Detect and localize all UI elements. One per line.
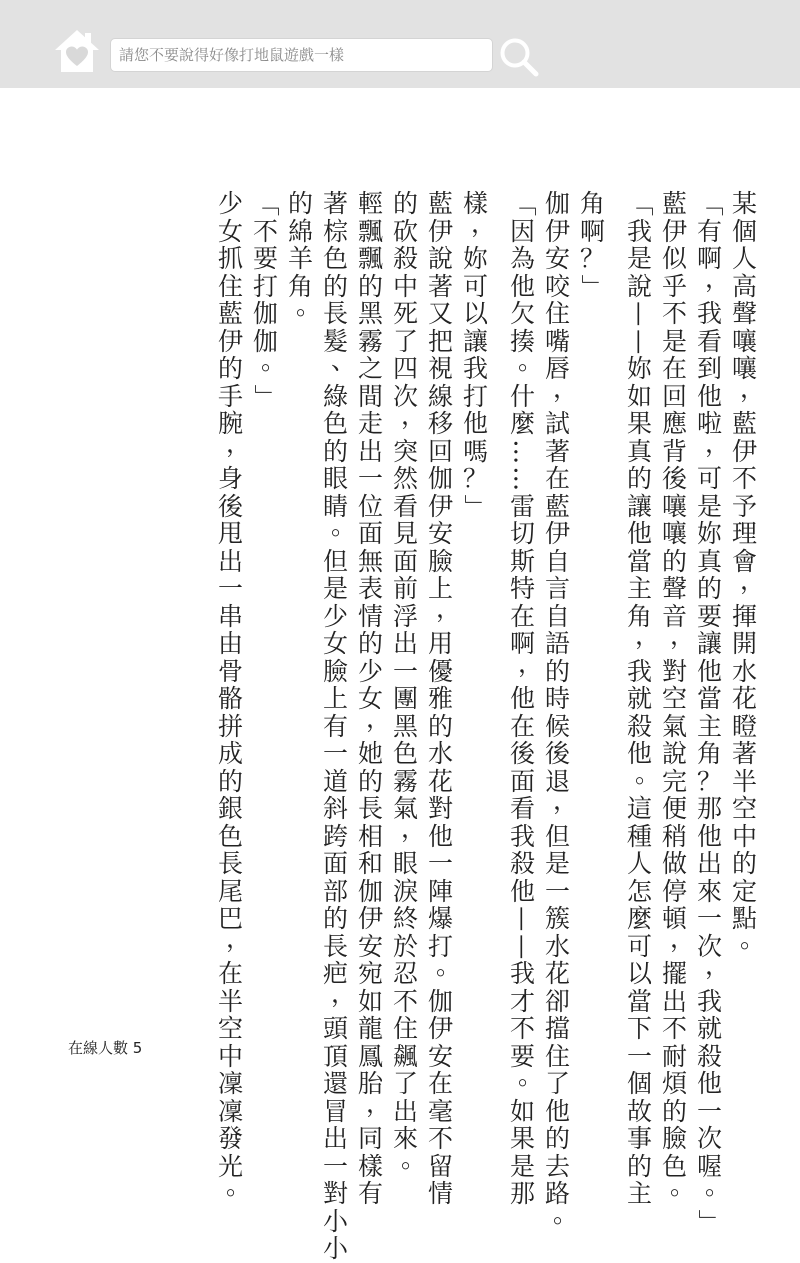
magnifier-icon[interactable]	[498, 36, 540, 78]
text-column: 藍 伊 說 著 又 把 視 線 移 回 伽 伊 安 臉 上 ， 用 優 雅 的 水 花 對 他 一 陣 爆 打 。 伽 伊 安 在 毫 不 留 情	[427, 189, 461, 1208]
text-column: 著 棕 色 的 長 髮 、 綠 色 的 眼 睛 。 但 是 少 女 臉 上 有 一 道 斜 跨 面 部 的 長 疤 ， 頭 頂 還 冒 出 一 對 小 小	[322, 189, 356, 1263]
column-gap	[610, 190, 622, 990]
text-column: 角 啊 ？ 」	[578, 189, 608, 299]
text-column: 「 有 啊 ， 我 看 到 他 啦 ， 可 是 妳 真 的 要 讓 他 當 主 角 ？ 那 他 出 來 一 次 ， 我 就 殺 他 一 次 喔 。 」	[695, 191, 730, 1234]
text-column: 伽 伊 安 咬 住 嘴 唇 ， 試 著 在 藍 伊 自 言 自 語 的 時 候 後 退 ， 但 是 一 簇 水 花 卻 擋 住 了 他 的 去 路 。	[544, 189, 578, 1228]
column-gap	[493, 190, 505, 990]
text-column: 藍 伊 似 乎 不 是 在 回 應 背 後 嚷 嚷 的 聲 音 ， 對 空 氣 說 完 便 稍 做 停 頓 ， 擺 出 不 耐 煩 的 臉 色 。	[661, 189, 695, 1200]
text-column: 輕 飄 飄 的 黑 霧 之 間 走 出 一 位 面 無 表 情 的 少 女 ， 她 的 長 相 和 伽 伊 安 宛 如 龍 鳳 胎 ， 同 樣 有	[357, 189, 391, 1208]
text-column: 的 綿 羊 角 。	[287, 189, 321, 320]
search-input[interactable]: 請您不要說得好像打地鼠遊戲一樣	[110, 38, 493, 72]
online-count: 在線人數 5	[68, 1039, 143, 1057]
text-column: 的 砍 殺 中 死 了 四 次 ， 突 然 看 見 面 前 浮 出 一 團 黑 色 霧 氣 ， 眼 淚 終 於 忍 不 住 飆 了 出 來 。	[392, 189, 426, 1173]
vertical-text-body	[213, 189, 765, 1263]
text-column: 「 因 為 他 欠 揍 。 什 麼 … … 雷 切 斯 特 在 啊 ， 他 在 後 面 看 我 殺 他 — — 我 才 不 要 。 如 果 是 那	[508, 191, 543, 1208]
text-column: 某 個 人 高 聲 嚷 嚷 ， 藍 伊 不 予 理 會 ， 揮 開 水 花 瞪 著 半 空 中 的 定 點 。	[731, 189, 765, 953]
home-heart-icon[interactable]	[52, 26, 102, 76]
text-column: 樣 ， 妳 可 以 讓 我 打 他 嗎 ？ 」	[461, 189, 496, 519]
text-column: 「 不 要 打 伽 伽 。 」	[251, 191, 286, 409]
top-bar	[0, 0, 800, 88]
text-column: 「 我 是 說 — — 妳 如 果 真 的 讓 他 當 主 角 ， 我 就 殺 他 。 這 種 人 怎 麼 可 以 當 下 一 個 故 事 的 主	[625, 191, 660, 1208]
text-column: 少 女 抓 住 藍 伊 的 手 腕 ， 身 後 甩 出 一 串 由 骨 骼 拼 成 的 銀 色 長 尾 巴 ， 在 半 空 中 凜 凜 發 光 。	[217, 189, 251, 1200]
